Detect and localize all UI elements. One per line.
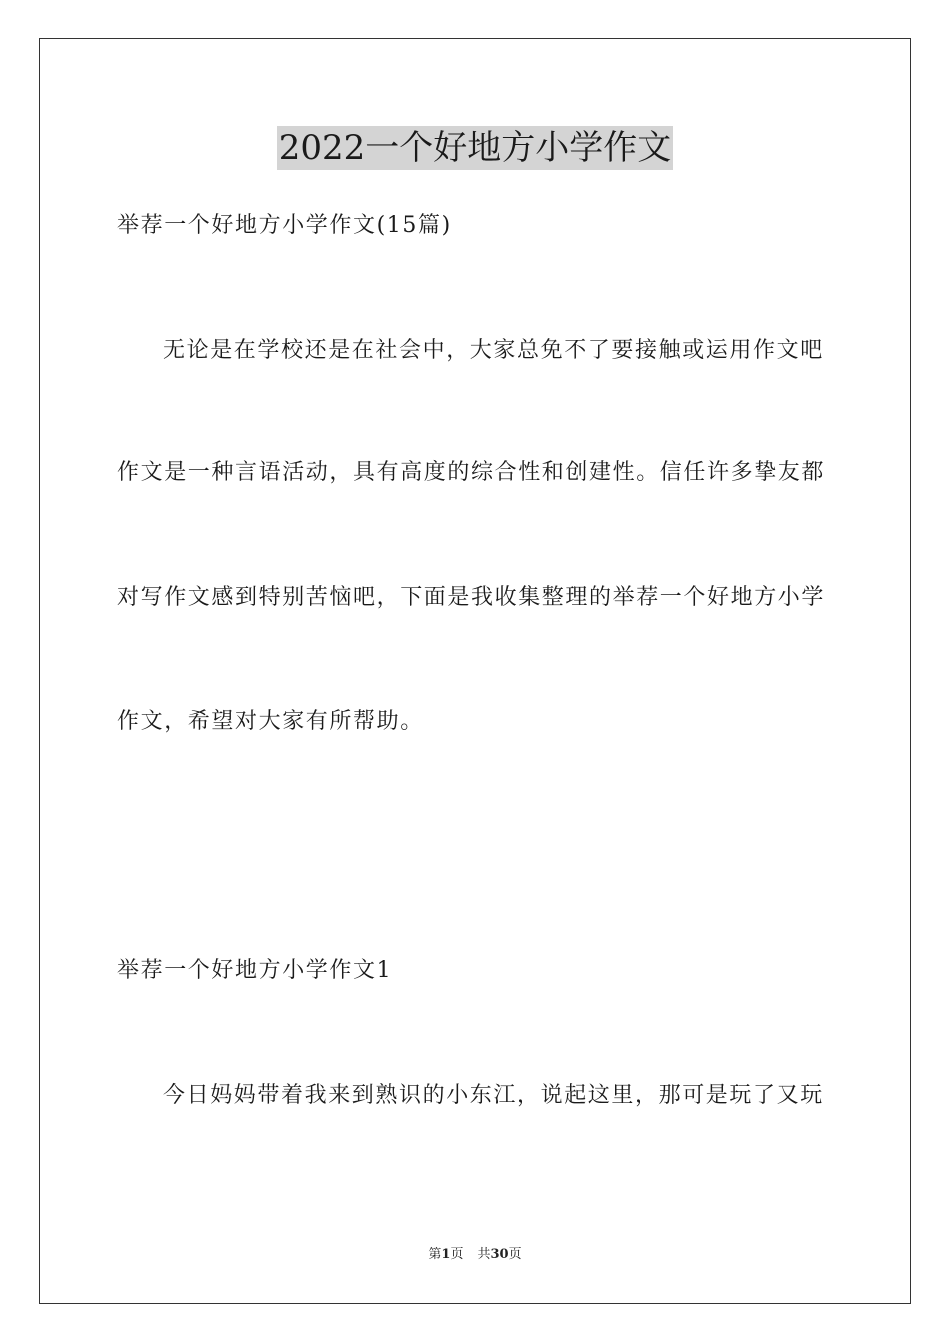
title-container <box>0 126 950 170</box>
section-heading: 举荐一个好地方小学作文1 <box>117 958 393 983</box>
intro-line-2: 作文是一种言语活动，具有高度的综合性和创建性。信任许多挚友都 <box>117 460 826 485</box>
footer-total-prefix: 共 <box>477 1247 491 1262</box>
document-subtitle: 举荐一个好地方小学作文(15篇) <box>117 213 452 238</box>
section-line-1: 今日妈妈带着我来到熟识的小东江，说起这里，那可是玩了又玩 <box>163 1083 824 1108</box>
page-footer <box>0 1246 950 1264</box>
intro-line-4: 作文，希望对大家有所帮助。 <box>117 709 424 734</box>
intro-line-1: 无论是在学校还是在社会中，大家总免不了要接触或运用作文吧 <box>163 338 824 363</box>
footer-page-prefix: 第 <box>428 1247 442 1262</box>
intro-line-3: 对写作文感到特别苦恼吧，下面是我收集整理的举荐一个好地方小学 <box>117 585 826 610</box>
footer-page-suffix: 页 <box>450 1247 464 1262</box>
footer-total-suffix: 页 <box>508 1247 522 1262</box>
footer-page-number: 1 <box>441 1247 451 1262</box>
document-title: 2022一个好地方小学作文 <box>278 128 672 168</box>
footer-total-pages: 30 <box>490 1247 509 1262</box>
